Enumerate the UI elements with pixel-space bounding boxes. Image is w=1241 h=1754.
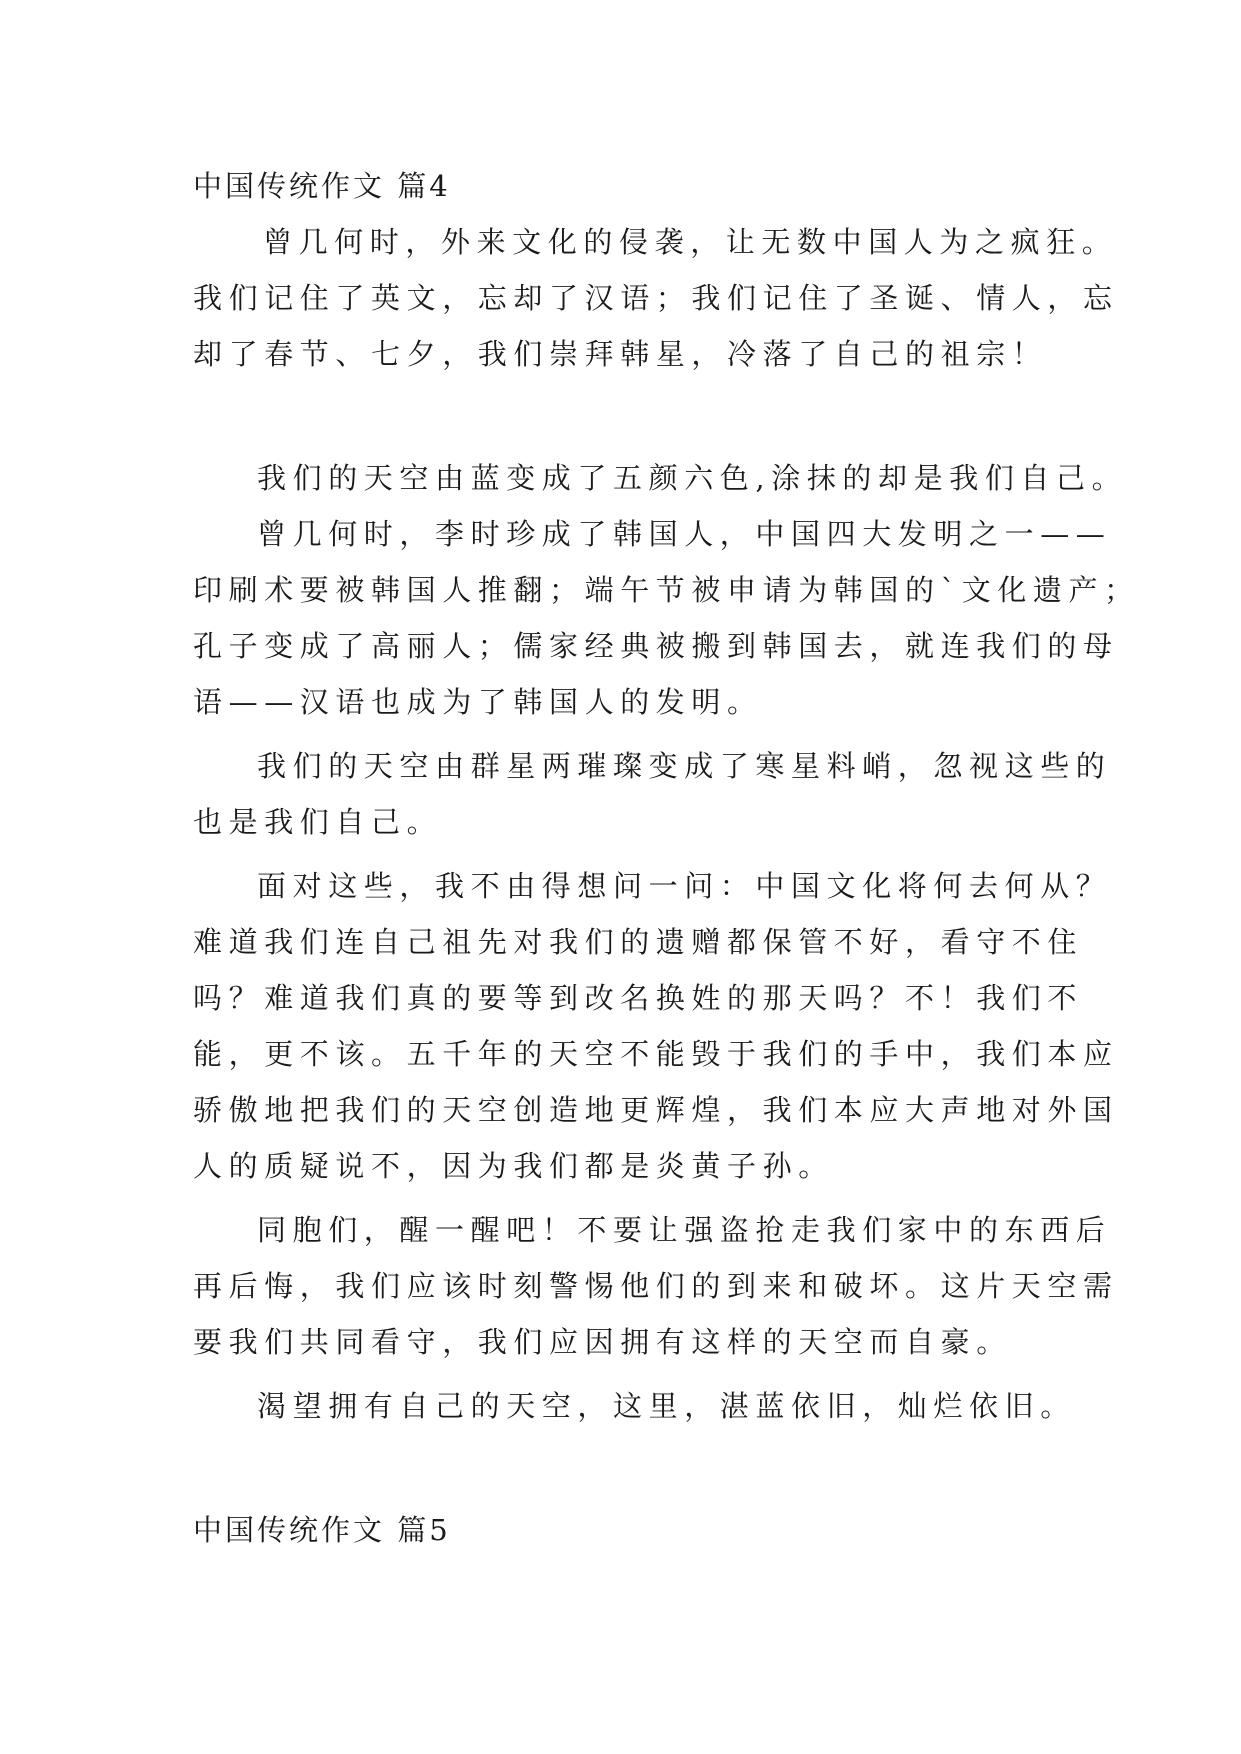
paragraph-line: 也是我们自己。	[193, 805, 443, 839]
paragraph-line: 人的质疑说不，因为我们都是炎黄子孙。	[193, 1149, 834, 1183]
paragraph-line: 再后悔，我们应该时刻警惕他们的到来和破坏。这片天空需	[193, 1269, 1119, 1303]
paragraph-line: 却了春节、七夕，我们崇拜韩星，冷落了自己的祖宗！	[193, 337, 1048, 371]
paragraph-line: 要我们共同看守，我们应因拥有这样的天空而自豪。	[193, 1325, 1012, 1359]
paragraph-line: 面对这些，我不由得想问一问：中国文化将何去何从？	[257, 869, 1112, 903]
paragraph-line: 曾几何时，外来文化的侵袭，让无数中国人为之疯狂。	[263, 225, 1118, 259]
paragraph-line: 孔子变成了高丽人；儒家经典被搬到韩国去，就连我们的母	[193, 629, 1119, 663]
paragraph-line: 渴望拥有自己的天空，这里，湛蓝依旧，灿烂依旧。	[257, 1389, 1076, 1423]
paragraph-line: 我们记住了英文，忘却了汉语；我们记住了圣诞、情人，忘	[193, 281, 1119, 315]
paragraph-line: 难道我们连自己祖先对我们的遗赠都保管不好，看守不住	[193, 925, 1084, 959]
paragraph-line: 能，更不该。五千年的天空不能毁于我们的手中，我们本应	[193, 1037, 1119, 1071]
paragraph-line: 我们的天空由蓝变成了五颜六色,涂抹的却是我们自己。	[257, 461, 1128, 495]
paragraph-line: 吗？难道我们真的要等到改名换姓的那天吗？不！我们不	[193, 981, 1084, 1015]
paragraph-line: 同胞们，醒一醒吧！不要让强盗抢走我们家中的东西后	[257, 1213, 1112, 1247]
paragraph-line: 我们的天空由群星两璀璨变成了寒星料峭，忽视这些的	[257, 749, 1112, 783]
paragraph-line: 印刷术要被韩国人推翻；端午节被申请为韩国的`文化遗产；	[193, 573, 1140, 607]
paragraph-line: 曾几何时，李时珍成了韩国人，中国四大发明之一——	[257, 517, 1112, 551]
section-5-heading: 中国传统作文 篇5	[193, 1513, 451, 1547]
paragraph-line: 语——汉语也成为了韩国人的发明。	[193, 685, 763, 719]
section-4-heading: 中国传统作文 篇4	[193, 169, 451, 203]
paragraph-line: 骄傲地把我们的天空创造地更辉煌，我们本应大声地对外国	[193, 1093, 1119, 1127]
